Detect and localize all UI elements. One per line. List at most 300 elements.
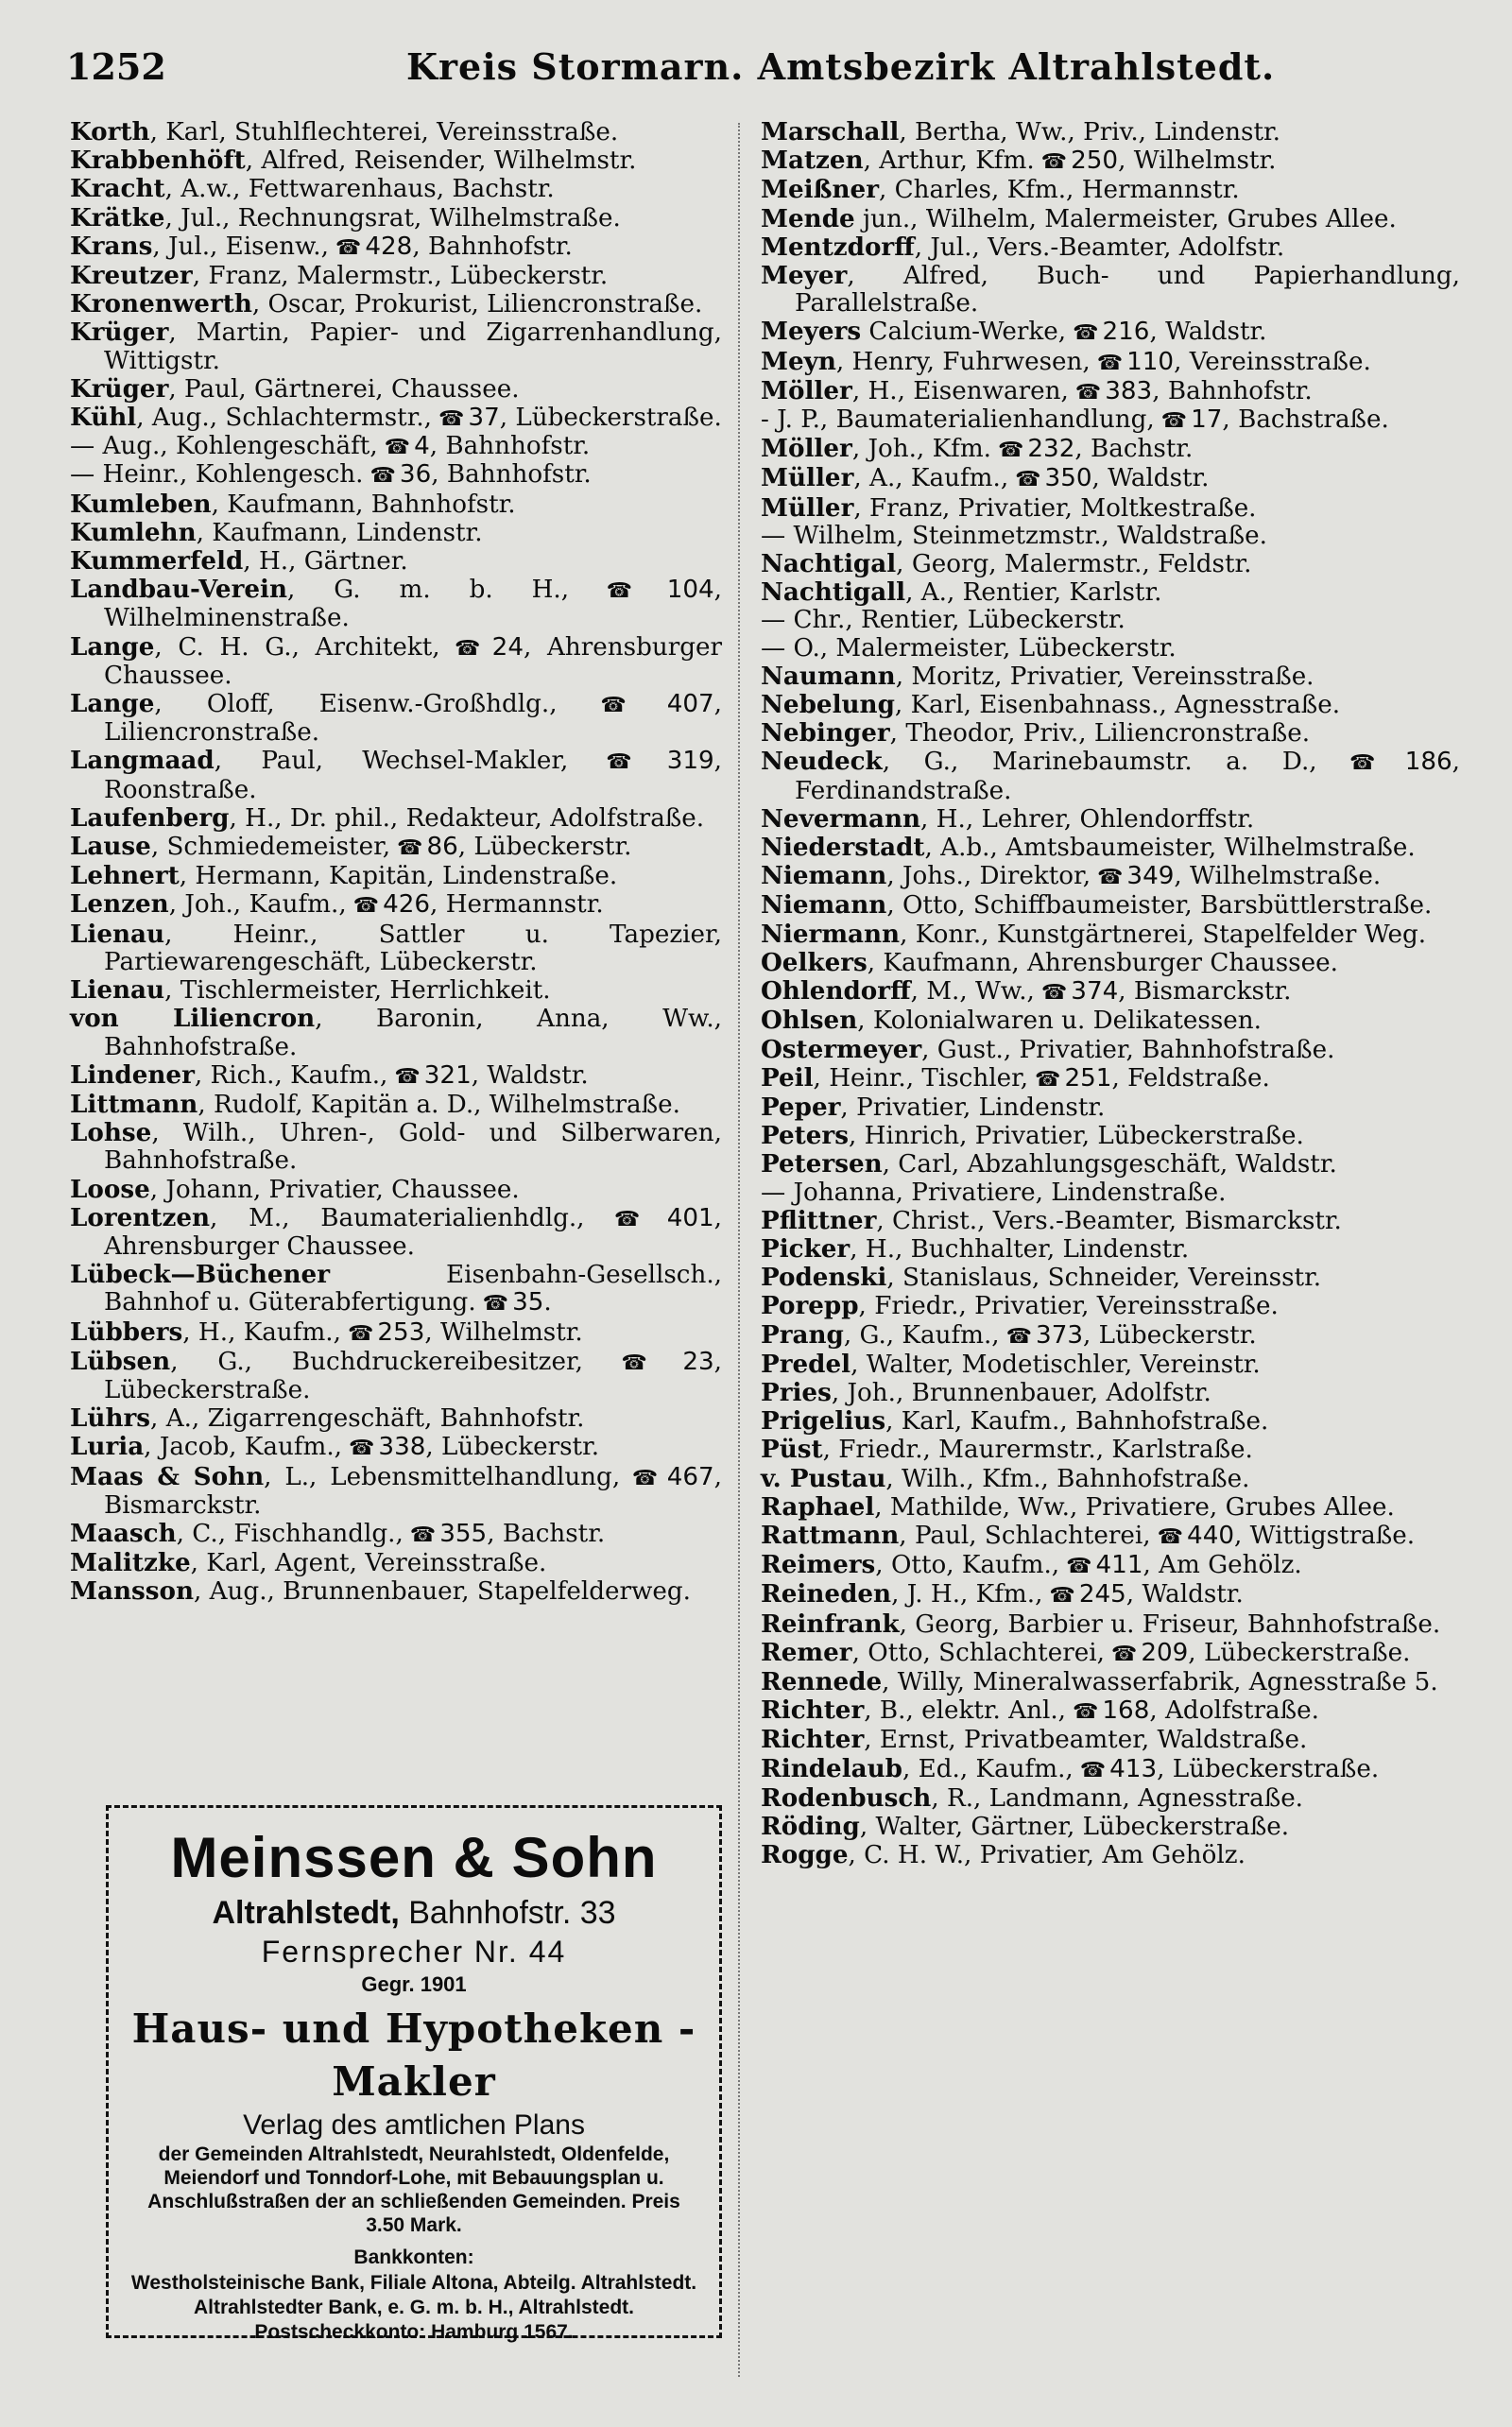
entry-name: Mansson (70, 1576, 194, 1607)
directory-entry (761, 523, 1460, 550)
directory-entry (761, 949, 1460, 977)
entry-details: , Jul., Rechnungsrat, Wilhelmstraße. (164, 203, 621, 232)
entry-phone-number: 4 (414, 432, 430, 461)
directory-entry (70, 1204, 722, 1261)
entry-name: Ohlsen (761, 1006, 858, 1036)
entry-name: Oelkers (761, 947, 868, 977)
entry-phone-number: 467 (666, 1462, 714, 1491)
directory-entry (70, 1577, 722, 1606)
directory-entry (70, 1091, 722, 1119)
entry-details: Eisenbahn-Gesellsch., Bahnhof u. Güterabfertigung. (104, 1261, 722, 1317)
entry-address: , Bahnhofstr. (431, 460, 592, 490)
telephone-icon: ☎ (342, 1437, 375, 1461)
ad-headline: Haus- und Hypotheken - Makler (131, 2005, 696, 2105)
entry-name: Loose (70, 1174, 150, 1204)
entry-name: Ostermeyer (761, 1034, 922, 1064)
entry-phone-number: 24 (491, 632, 524, 662)
entry-name: Lenzen (70, 889, 169, 920)
entry-address: , Ahrensburger Chaussee. (104, 632, 722, 690)
right-column (761, 118, 1460, 1869)
directory-entry (70, 375, 722, 404)
entry-details: , Ernst, Privatbeamter, Waldstraße. (864, 1726, 1308, 1755)
entry-name: Kummerfeld (70, 546, 244, 577)
entry-name: Naumann (761, 661, 896, 691)
entry-name: Reinfrank (761, 1609, 900, 1639)
entry-name: Prang (761, 1319, 844, 1350)
telephone-icon: ☎ (1034, 981, 1068, 1006)
entry-address: , Bachstraße. (1222, 405, 1389, 435)
ad-bank-title: Bankkonten: (353, 2246, 474, 2268)
entry-details: , H., Lehrer, Ohlendorffstr. (920, 804, 1255, 834)
telephone-icon: ☎ (569, 579, 663, 604)
entry-details: - J. P., Baumaterialienhandlung, (761, 405, 1155, 435)
entry-name: Kumleben (70, 489, 212, 519)
directory-entry (761, 719, 1460, 748)
directory-entry (761, 635, 1460, 663)
entry-details: , Schmiedemeister, (150, 833, 391, 862)
entry-details: — O., Malermeister, Lübeckerstr. (761, 633, 1177, 663)
entry-details: , Franz, Malermstr., Lübeckerstr. (192, 262, 609, 291)
telephone-icon: ☎ (403, 1523, 437, 1547)
directory-entry (761, 1407, 1460, 1436)
directory-entry (761, 607, 1460, 634)
entry-phone-number: 413 (1109, 1754, 1158, 1783)
entry-details: , Alfred, Buch- und Papierhandlung, Parallelstraße. (795, 262, 1460, 318)
entry-name: Rattmann (761, 1520, 900, 1550)
entry-address: , Roonstraße. (104, 747, 722, 804)
entry-details: , Ed., Kaufm., (902, 1754, 1074, 1783)
entry-details: — Wilhelm, Steinmetzmstr., Waldstraße. (761, 521, 1267, 550)
entry-name: Matzen (761, 146, 864, 176)
directory-entry (761, 891, 1460, 920)
directory-entry (70, 547, 722, 576)
entry-details: , Konr., Kunstgärtnerei, Stapelfelder Weg. (900, 920, 1427, 949)
directory-entry (761, 1696, 1460, 1726)
entry-details: , Martin, Papier- und Zigarrenhandlung, Wittigstr. (104, 318, 722, 375)
entry-details: , Hermann, Kapitän, Lindenstraße. (179, 862, 618, 891)
entry-details: , B., elektr. Anl., (864, 1696, 1066, 1726)
directory-entry (70, 204, 722, 232)
entry-name: Mende (761, 203, 855, 233)
running-title: Kreis Stormarn. Amtsbezirk Altrahlstedt. (406, 45, 1276, 88)
entry-details: , Friedr., Maurermstr., Karlstraße. (822, 1436, 1253, 1465)
entry-address: , Feldstraße. (1111, 1063, 1270, 1093)
entry-address: , Bahnhofstr. (1152, 376, 1313, 405)
entry-details: , Bertha, Ww., Priv., Lindenstr. (899, 118, 1280, 146)
telephone-icon: ☎ (328, 235, 362, 260)
entry-name: Meyer (761, 261, 848, 291)
entry-details: , C., Fischhandlg., (176, 1519, 404, 1548)
directory-entry (70, 1119, 722, 1175)
entry-phone-number: 86 (426, 833, 458, 862)
entry-details: , A., Rentier, Karlstr. (905, 578, 1162, 608)
entry-details: , Gust., Privatier, Bahnhofstraße. (921, 1035, 1335, 1064)
directory-entry (70, 747, 722, 803)
entry-details: Calcium-Werke, (861, 318, 1067, 347)
entry-details: , Oloff, Eisenw.-Großhdlg., (154, 690, 558, 719)
directory-entry (761, 1292, 1460, 1320)
directory-entry (761, 494, 1460, 523)
entry-phone-number: 428 (365, 232, 413, 261)
entry-details: , Georg, Malermstr., Feldstr. (896, 550, 1252, 579)
entry-address: , Bachstr. (1074, 435, 1194, 464)
telephone-icon: ☎ (387, 1064, 421, 1089)
entry-phone-number: 426 (383, 890, 431, 920)
directory-entry (761, 118, 1460, 146)
entry-name: Marschall (761, 117, 900, 146)
entry-details: , A., Kaufm., (853, 464, 1009, 493)
entry-name: Mentzdorff (761, 232, 915, 262)
entry-name: Maasch (70, 1518, 177, 1548)
entry-name: Nachtigal (761, 549, 897, 579)
entry-details: , Arthur, Kfm. (863, 146, 1035, 176)
entry-phone-number: 216 (1102, 318, 1150, 347)
directory-entry (70, 1549, 722, 1577)
directory-entry (761, 1493, 1460, 1522)
entry-phone-number: 104 (666, 576, 714, 605)
telephone-icon: ☎ (439, 636, 489, 661)
directory-entry (761, 1093, 1460, 1122)
directory-entry (70, 146, 722, 175)
entry-address: , Lübeckerstraße. (499, 404, 722, 433)
directory-entry (761, 1321, 1460, 1351)
telephone-icon: ☎ (1042, 1584, 1075, 1609)
telephone-icon: ☎ (363, 464, 396, 489)
entry-name: Rindelaub (761, 1753, 902, 1783)
entry-name: Landbau-Verein (70, 575, 288, 605)
entry-name: Krätke (70, 202, 165, 232)
entry-details: , Wilh., Kfm., Bahnhofstraße. (885, 1464, 1250, 1493)
entry-name: Lindener (70, 1059, 195, 1090)
directory-entry (761, 550, 1460, 578)
entry-details: , Johs., Direktor, (886, 862, 1091, 891)
entry-name: Lübbers (70, 1317, 183, 1347)
entry-details: , Tischlermeister, Herrlichkeit. (164, 976, 551, 1006)
directory-entry (761, 1841, 1460, 1869)
entry-phone-number: 17 (1191, 405, 1223, 435)
directory-entry (70, 318, 722, 374)
directory-entry (761, 1726, 1460, 1754)
entry-name: Pries (761, 1377, 832, 1407)
entry-name: Nevermann (761, 803, 921, 834)
directory-entry (761, 921, 1460, 949)
entry-details: , Karl, Kaufm., Bahnhofstraße. (885, 1407, 1269, 1437)
entry-name: Nebinger (761, 718, 890, 749)
entry-details: , C. H. W., Privatier, Am Gehölz. (848, 1841, 1246, 1870)
directory-entry (761, 1639, 1460, 1668)
entry-name: Lübsen (70, 1346, 171, 1376)
entry-address: , Wittigstraße. (1234, 1521, 1416, 1550)
entry-details: — Heinr., Kohlengesch. (70, 460, 364, 490)
entry-name: Richter (761, 1695, 865, 1726)
directory-entry (761, 377, 1460, 406)
entry-address: , Wilhelmstr. (1118, 146, 1277, 176)
telephone-icon: ☎ (1066, 321, 1099, 346)
entry-details: , Jul., Eisenw., (152, 232, 329, 261)
entry-details: , R., Landmann, Agnesstraße. (931, 1783, 1304, 1813)
entry-name: Lohse (70, 1118, 152, 1148)
entry-details: , Paul, Schlachterei, (899, 1521, 1151, 1550)
telephone-icon: ☎ (1316, 751, 1401, 776)
entry-address: . (543, 1288, 552, 1317)
directory-entry (761, 1551, 1460, 1580)
directory-entry (70, 1520, 722, 1549)
entry-details: , M., Baumaterialienhdlg., (210, 1203, 585, 1232)
entry-details: , G., Kaufm., (843, 1320, 1000, 1350)
entry-name: Pflittner (761, 1205, 877, 1235)
ad-street: Bahnhofstr. 33 (399, 1895, 616, 1931)
entry-phone-number: 349 (1126, 862, 1175, 891)
entry-phone-number: 350 (1044, 464, 1092, 493)
ad-address (109, 1893, 719, 1933)
telephone-icon: ☎ (1150, 1524, 1184, 1549)
entry-details: , Karl, Stuhlflechterei, Vereinsstraße. (149, 118, 619, 146)
telephone-icon: ☎ (999, 1324, 1033, 1349)
entry-details: , A., Zigarrengeschäft, Bahnhofstr. (150, 1404, 585, 1434)
entry-details: , Charles, Kfm., Hermannstr. (879, 176, 1240, 205)
entry-details: , Mathilde, Ww., Privatiere, Grubes Allee. (874, 1492, 1395, 1522)
entry-details: , Otto, Schiffbaumeister, Barsbüttlerstraße. (886, 891, 1433, 921)
entry-name: Lange (70, 689, 155, 719)
entry-details: , Kaufmann, Bahnhofstr. (211, 490, 516, 519)
entry-details: , Willy, Mineralwasserfabrik, Agnesstraße 5. (882, 1667, 1438, 1696)
entry-phone-number: 245 (1078, 1580, 1126, 1609)
entry-details: , Hinrich, Privatier, Lübeckerstraße. (848, 1122, 1304, 1151)
entry-phone-number: 168 (1102, 1696, 1150, 1726)
entry-name: Luria (70, 1432, 145, 1462)
entry-details: , Otto, Schlachterei, (851, 1638, 1105, 1667)
entry-name: Meyers (761, 317, 862, 347)
entry-name: Reineden (761, 1579, 892, 1609)
entry-phone-number: 383 (1105, 376, 1153, 405)
entry-name: Rodenbusch (761, 1782, 932, 1813)
entry-name: Podenski (761, 1263, 887, 1293)
entry-name: Kracht (70, 174, 165, 204)
entry-address: , Bismarckstr. (104, 1462, 722, 1520)
entry-details: , A.b., Amtsbaumeister, Wilhelmstraße. (924, 834, 1416, 863)
ad-subhead: Verlag des amtlichen Plans (243, 2109, 585, 2141)
telephone-icon: ☎ (620, 1466, 663, 1490)
entry-name: Röding (761, 1811, 860, 1841)
entry-details: , Georg, Barbier u. Friseur, Bahnhofstraße. (899, 1609, 1441, 1639)
entry-details: , Otto, Kaufm., (875, 1551, 1060, 1580)
entry-details: , Baronin, Anna, Ww., Bahnhofstraße. (104, 1005, 722, 1061)
directory-entry (761, 805, 1460, 834)
entry-details: , Karl, Agent, Vereinsstraße. (190, 1549, 547, 1578)
entry-name: Peil (761, 1062, 814, 1093)
entry-details: , Walter, Modetischler, Vereinstr. (850, 1350, 1261, 1379)
entry-name: Rogge (761, 1840, 849, 1870)
directory-entry (70, 519, 722, 547)
entry-name: Malitzke (70, 1548, 191, 1578)
entry-details: , Privatier, Lindenstr. (840, 1093, 1106, 1122)
entry-name: Lienau (70, 975, 165, 1006)
entry-details: , H., Gärtner. (243, 547, 408, 577)
directory-entry (70, 433, 722, 461)
directory-entry (70, 1005, 722, 1060)
telephone-icon: ☎ (340, 1321, 374, 1346)
advertisement-box (106, 1805, 722, 2343)
entry-name: Korth (70, 117, 150, 146)
directory-entry (761, 205, 1460, 233)
entry-phone-number: 319 (666, 747, 714, 776)
directory-entry (70, 690, 722, 747)
entry-details: , Walter, Gärtner, Lübeckerstraße. (859, 1812, 1290, 1841)
directory-entry (761, 464, 1460, 493)
entry-details: , Kaufmann, Lindenstr. (196, 518, 483, 547)
entry-details: , Friedr., Privatier, Vereinsstraße. (858, 1292, 1279, 1321)
entry-phone-number: 251 (1064, 1063, 1112, 1093)
directory-entry (70, 921, 722, 976)
entry-phone-number: 110 (1126, 347, 1175, 376)
directory-entry (761, 1235, 1460, 1264)
ad-firm-name: Meinssen & Sohn (170, 1826, 658, 1889)
entry-details: , Jacob, Kaufm., (144, 1433, 342, 1462)
directory-entry (70, 1061, 722, 1091)
entry-details: , J. H., Kfm., (891, 1580, 1043, 1609)
left-column (70, 118, 722, 1607)
directory-entry (70, 290, 722, 318)
entry-name: Porepp (761, 1291, 859, 1321)
entry-phone-number: 186 (1404, 748, 1452, 777)
entry-address: , Wilhelmstr. (424, 1317, 583, 1347)
entry-name: Lause (70, 832, 151, 862)
entry-name: Lübeck—Büchener (70, 1260, 331, 1290)
entry-phone-number: 253 (377, 1317, 425, 1347)
directory-entry (761, 1064, 1460, 1093)
directory-entry (761, 663, 1460, 691)
telephone-icon: ☎ (1059, 1555, 1092, 1579)
entry-address: , Bahnhofstr. (429, 432, 591, 461)
entry-name: Langmaad (70, 746, 215, 776)
entry-address: , Liliencronstraße. (104, 690, 722, 748)
entry-phone-number: 35 (512, 1288, 544, 1317)
entry-name: Peters (761, 1121, 849, 1151)
entry-name: Rennede (761, 1666, 883, 1696)
directory-entry (70, 1463, 722, 1520)
ad-founded: Gegr. 1901 (361, 1972, 467, 1996)
entry-details: , Joh., Brunnenbauer, Adolfstr. (831, 1378, 1211, 1407)
entry-name: Ohlendorff (761, 976, 911, 1007)
entry-phone-number: 355 (439, 1519, 488, 1548)
directory-entry (761, 1755, 1460, 1784)
entry-details: , H., Buchhalter, Lindenstr. (850, 1234, 1190, 1264)
entry-address: , Bahnhofstr. (412, 232, 573, 261)
entry-address: , Wilhelminenstraße. (104, 576, 722, 633)
entry-phone-number: 37 (468, 404, 500, 433)
directory-entry (761, 691, 1460, 719)
directory-entry (70, 491, 722, 519)
entry-details: , Carl, Abzahlungsgeschäft, Waldstr. (882, 1150, 1337, 1179)
entry-name: Krüger (70, 373, 169, 404)
directory-entry (761, 1264, 1460, 1292)
directory-entry (70, 118, 722, 146)
entry-details: — Aug., Kohlengeschäft, (70, 432, 378, 461)
entry-name: Püst (761, 1435, 823, 1465)
entry-name: Nachtigall (761, 577, 906, 608)
telephone-icon: ☎ (390, 836, 423, 861)
entry-details: , Aug., Brunnenbauer, Stapelfelderweg. (194, 1577, 691, 1607)
directory-entry (70, 262, 722, 290)
telephone-icon: ☎ (1034, 150, 1068, 175)
entry-details: , C. H. G., Architekt, (154, 632, 440, 662)
directory-entry (70, 1433, 722, 1462)
entry-name: von Liliencron (70, 1004, 316, 1034)
entry-phone-number: 374 (1071, 977, 1119, 1007)
telephone-icon: ☎ (1091, 866, 1124, 890)
entry-address: , Waldstr. (1149, 318, 1267, 347)
directory-entry (761, 435, 1460, 464)
directory-entry (761, 318, 1460, 347)
entry-address: , Lübeckerstraße. (1157, 1754, 1380, 1783)
entry-details: , Heinr., Sattler u. Tapezier, Partiewarengeschäft, Lübeckerstr. (104, 920, 722, 976)
entry-name: Raphael (761, 1491, 875, 1522)
entry-name: Krüger (70, 318, 169, 348)
directory-entry (761, 176, 1460, 204)
column-divider (738, 123, 740, 2377)
entry-name: Kronenwerth (70, 289, 252, 319)
directory-entry (70, 890, 722, 920)
entry-phone-number: 373 (1036, 1320, 1084, 1350)
telephone-icon: ☎ (475, 1292, 509, 1317)
directory-entry (761, 233, 1460, 262)
entry-address: , Hermannstr. (430, 890, 604, 920)
entry-name: Lührs (70, 1403, 151, 1434)
entry-details: , Henry, Fuhrwesen, (835, 347, 1091, 376)
entry-address: , Lübeckerstr. (457, 833, 632, 862)
directory-entry (70, 175, 722, 203)
telephone-icon: ☎ (1068, 380, 1102, 404)
entry-name: Maas & Sohn (70, 1461, 265, 1491)
directory-entry (70, 1176, 722, 1204)
entry-details: , G., Buchdruckereibesitzer, (170, 1347, 583, 1376)
entry-details: , Wilh., Uhren-, Gold- und Silberwaren, Bahnhofstraße. (104, 1119, 722, 1176)
entry-name: v. Pustau (761, 1463, 886, 1493)
entry-address: , Bachstr. (487, 1519, 606, 1548)
entry-name: Littmann (70, 1089, 198, 1119)
entry-name: Möller (761, 434, 852, 464)
entry-details: , Kolonialwaren u. Delikatessen. (857, 1007, 1262, 1036)
directory-entry (761, 406, 1460, 435)
ad-bank-line: Postscheckkonto: Hamburg 1567. (254, 2321, 574, 2343)
entry-address: , Waldstr. (471, 1060, 589, 1090)
entry-name: Picker (761, 1233, 850, 1264)
entry-details: , Aug., Schlachtermstr., (136, 404, 432, 433)
entry-details: , L., Lebensmittelhandlung, (264, 1462, 621, 1491)
page-header (66, 45, 1455, 102)
telephone-icon: ☎ (568, 750, 663, 775)
entry-details: , G. m. b. H., (287, 576, 570, 605)
entry-address: , Ahrensburger Chaussee. (104, 1203, 722, 1261)
directory-entry (761, 748, 1460, 804)
entry-details: , Paul, Gärtnerei, Chaussee. (168, 374, 520, 404)
page-number: 1252 (66, 45, 166, 88)
telephone-icon: ☎ (1028, 1067, 1061, 1092)
entry-details: , Paul, Wechsel-Makler, (214, 747, 569, 776)
directory-entry (761, 578, 1460, 607)
directory-entry (70, 833, 722, 862)
entry-name: Reimers (761, 1550, 876, 1580)
entry-details: , H., Eisenwaren, (851, 376, 1069, 405)
entry-name: Krans (70, 231, 153, 261)
entry-details: , Moritz, Privatier, Vereinsstraße. (895, 662, 1314, 691)
directory-entry (70, 976, 722, 1005)
entry-name: Kühl (70, 403, 137, 433)
entry-address: , Adolfstraße. (1149, 1696, 1319, 1726)
entry-details: jun., Wilhelm, Malermeister, Grubes Allee. (854, 204, 1397, 233)
telephone-icon: ☎ (582, 1351, 679, 1375)
entry-details: , Heinr., Tischler, (813, 1063, 1029, 1093)
